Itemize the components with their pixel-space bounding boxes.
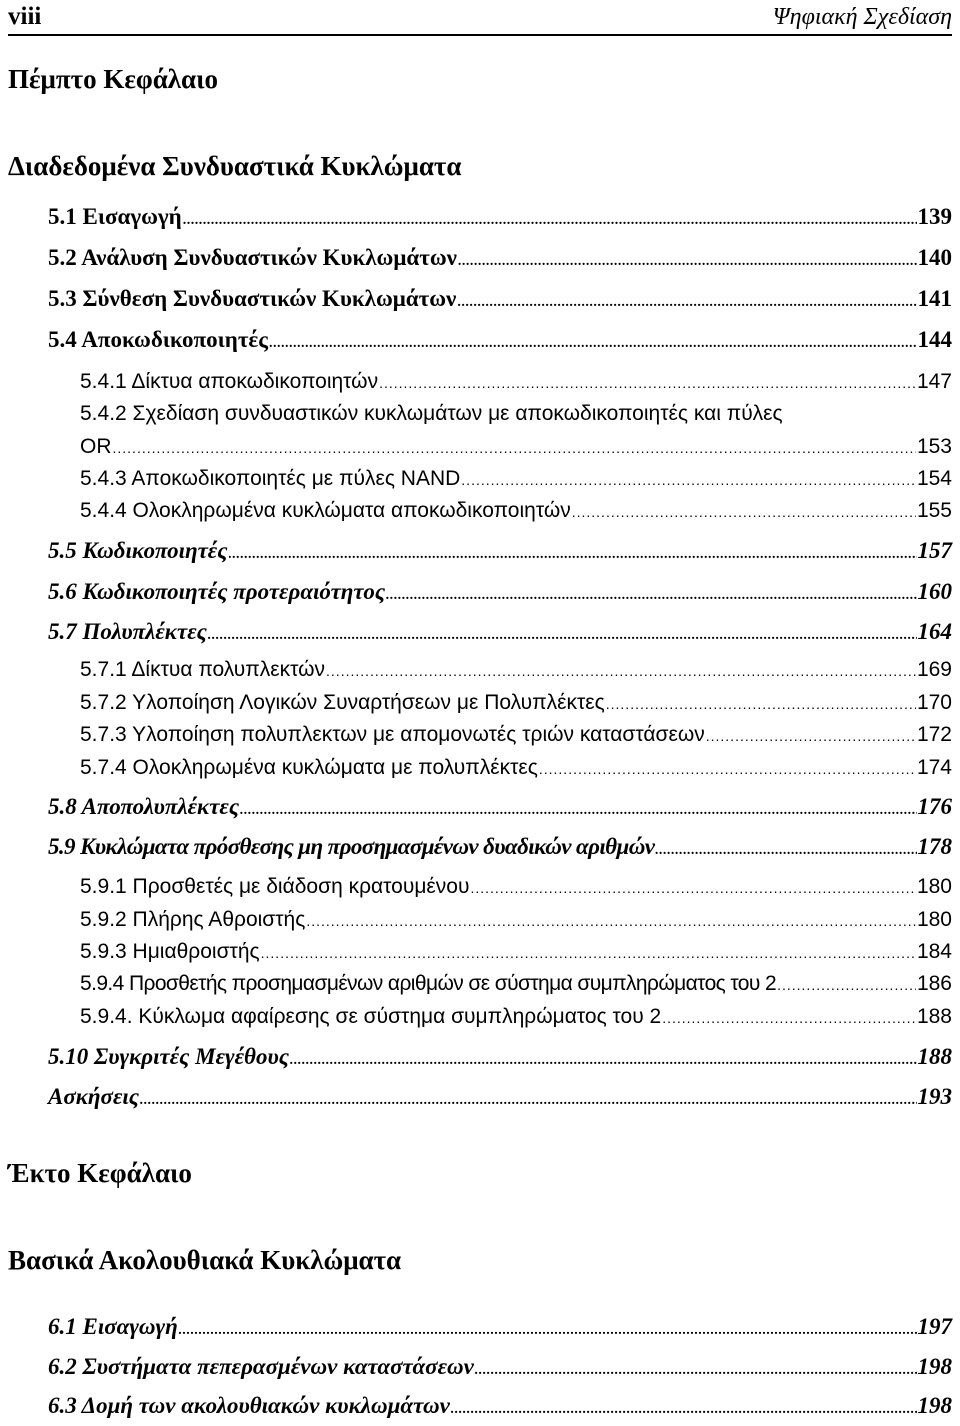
toc-subentry[interactable]: 5.9.3 Ημιαθροιστής ..... 184 <box>80 936 952 968</box>
toc-subentry[interactable]: 5.9.4 Προσθετής προσημασμένων αριθμών σε σύστημα συμπληρώματος του 2 ..... 186 <box>80 968 952 1000</box>
dot-leader <box>379 367 916 399</box>
toc-subentry[interactable]: 5.9.1 Προσθετές με διάδοση κρατουμένου ..... 180 <box>80 871 952 903</box>
toc-entry[interactable]: 5.5 Κωδικοποιητές ..... 157 <box>48 535 952 567</box>
toc-subentry[interactable]: 5.7.3 Υλοποίηση πολυπλεκτων με απομονωτές τριών καταστάσεων ..... 172 <box>80 719 952 751</box>
toc-entry[interactable]: 5.8 Αποπολυπλέκτες ..... 176 <box>48 791 952 823</box>
dot-leader <box>140 1085 916 1117</box>
dot-leader <box>183 205 917 237</box>
dot-leader <box>240 795 916 827</box>
dot-leader <box>572 496 916 528</box>
toc-entry[interactable]: Ασκήσεις ..... 193 <box>48 1081 952 1113</box>
toc-subentry-line2[interactable]: OR ..... 153 <box>80 431 952 463</box>
chapter-5-heading: Πέμπτο Κεφάλαιο <box>8 64 218 94</box>
dot-leader <box>261 937 916 969</box>
dot-leader <box>326 655 916 687</box>
dot-leader <box>457 287 916 319</box>
toc-entry[interactable]: 5.2 Ανάλυση Συνδυαστικών Κυκλωμάτων ..... 140 <box>48 242 952 274</box>
dot-leader <box>208 620 917 652</box>
toc-entry[interactable]: 6.2 Συστήματα πεπερασμένων καταστάσεων ..... 198 <box>48 1351 952 1383</box>
dot-leader <box>229 539 917 571</box>
page-number: viii <box>8 3 42 30</box>
dot-leader <box>386 580 916 612</box>
dot-leader <box>451 1394 917 1426</box>
toc-subentry[interactable]: 5.4.3 Αποκωδικοποιητές με πύλες NAND ..... 154 <box>80 463 952 495</box>
dot-leader <box>662 1002 916 1034</box>
toc-entry[interactable]: 5.9 Κυκλώματα πρόσθεσης μη προσημασμένων δυαδικών αριθμών ..... 178 <box>48 831 952 863</box>
dot-leader <box>777 969 916 1001</box>
running-title: Ψηφιακή Σχεδίαση <box>772 3 952 30</box>
toc-entry[interactable]: 5.7 Πολυπλέκτες ..... 164 <box>48 616 952 648</box>
toc-entry[interactable]: 5.6 Κωδικοποιητές προτεραιότητος ..... 160 <box>48 576 952 608</box>
dot-leader <box>470 872 915 904</box>
chapter-6-title: Βασικά Ακολουθιακά Κυκλώματα <box>8 1245 402 1275</box>
toc-subentry[interactable]: 5.4.1 Δίκτυα αποκωδικοποιητών ..... 147 <box>80 366 952 398</box>
toc-entry[interactable]: 5.1 Εισαγωγή ..... 139 <box>48 201 952 233</box>
dot-leader <box>655 835 916 867</box>
dot-leader <box>458 246 917 278</box>
toc-entry[interactable]: 5.3 Σύνθεση Συνδυαστικών Κυκλωμάτων ..... 141 <box>48 283 952 315</box>
toc-entry[interactable]: 5.10 Συγκριτές Μεγέθους ..... 188 <box>48 1041 952 1073</box>
dot-leader <box>706 720 916 752</box>
toc-subentry[interactable]: 5.9.4. Κύκλωμα αφαίρεσης σε σύστημα συμπληρώματος του 2 ..... 188 <box>80 1001 952 1033</box>
dot-leader <box>606 688 916 720</box>
dot-leader <box>113 432 916 464</box>
toc-subentry[interactable]: 5.7.1 Δίκτυα πολυπλεκτών ..... 169 <box>80 654 952 686</box>
toc-entry[interactable]: 5.4 Αποκωδικοποιητές ..... 144 <box>48 324 952 356</box>
dot-leader <box>269 328 917 360</box>
dot-leader <box>179 1315 917 1347</box>
toc-entry[interactable]: 6.1 Εισαγωγή ..... 197 <box>48 1311 952 1343</box>
page-header <box>8 0 952 36</box>
chapter-5-title: Διαδεδομένα Συνδυαστικά Κυκλώματα <box>8 151 462 181</box>
toc-subentry[interactable]: 5.7.2 Υλοποίηση Λογικών Συναρτήσεων με Πολυπλέκτες ..... 170 <box>80 687 952 719</box>
dot-leader <box>475 1355 917 1387</box>
dot-leader <box>461 464 916 496</box>
dot-leader <box>290 1045 917 1077</box>
toc-subentry[interactable]: 5.7.4 Ολοκληρωμένα κυκλώματα με πολυπλέκτες ..... 174 <box>80 752 952 784</box>
toc-entry[interactable]: 6.3 Δομή των ακολουθιακών κυκλωμάτων ..... 198 <box>48 1390 952 1422</box>
toc-subentry-line1[interactable]: 5.4.2 Σχεδίαση συνδυαστικών κυκλωμάτων με αποκωδικοποιητές και πύλες <box>80 402 783 425</box>
toc-subentry[interactable]: 5.9.2 Πλήρης Αθροιστής ..... 180 <box>80 904 952 936</box>
dot-leader <box>306 905 916 937</box>
toc-subentry[interactable]: 5.4.4 Ολοκληρωμένα κυκλώματα αποκωδικοποιητών ..... 155 <box>80 495 952 527</box>
chapter-6-heading: Έκτο Κεφάλαιο <box>8 1158 192 1188</box>
dot-leader <box>539 753 916 785</box>
